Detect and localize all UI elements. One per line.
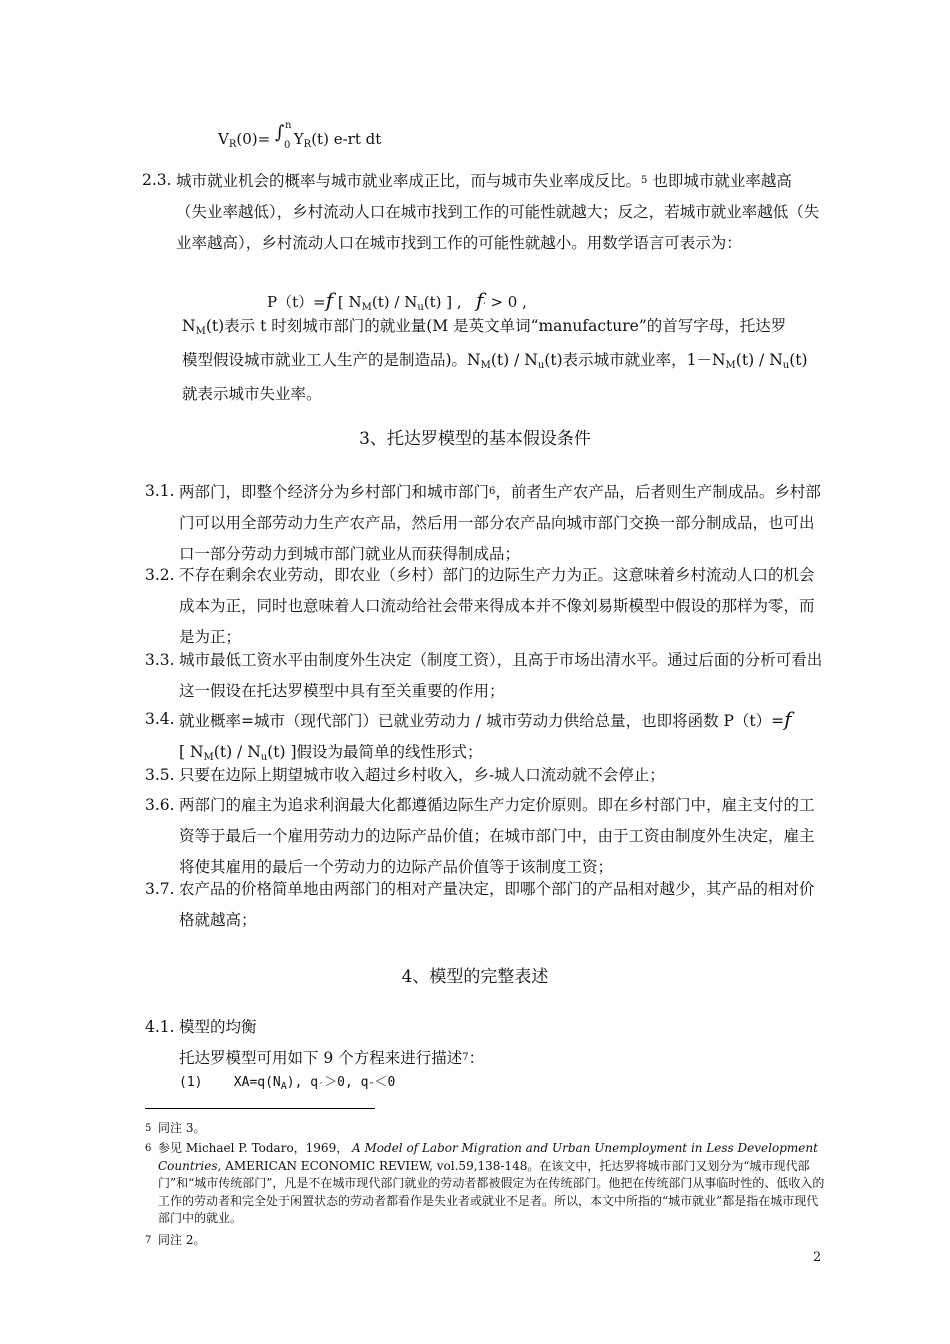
- section-text-b: 也即城市就业率越高（失业率越低），乡村流动人口在城市找到工作的可能性就越大；反之，若城市就业率越低（失业率越高），乡村流动人口在城市找到工作的可能性就越小。用数学语言可表示为：: [176, 172, 820, 252]
- eq-a: XA=q(N: [233, 1075, 281, 1090]
- expl-2a: 模型假设城市就业工人生产的是制造品)。N: [182, 351, 481, 369]
- equation-number: (1): [179, 1075, 203, 1090]
- equation-1: [179, 1072, 395, 1098]
- model-description: [179, 1042, 484, 1074]
- formula-p-b: [ N: [337, 293, 362, 311]
- expl-2b-sub: u: [537, 360, 545, 371]
- formula-p: [267, 288, 527, 313]
- section-4-1: [145, 1012, 825, 1043]
- footnote-number: 6: [145, 1143, 152, 1154]
- expl-line-1: [182, 312, 808, 346]
- footnote-ref-6: 6: [489, 486, 496, 497]
- section-number: 3.4.: [145, 710, 175, 728]
- section-text: 城市最低工资水平由制度外生决定（制度工资），且高于市场出清水平。通过后面的分析可看出这一假设在托达罗模型中具有至关重要的作用；: [179, 651, 823, 700]
- formula-p-c-sub: u: [417, 302, 424, 313]
- formula-vr: [218, 120, 382, 151]
- eq-b-sub: ′: [318, 1081, 325, 1092]
- section-text: 不存在剩余农业劳动，即农业（乡村）部门的边际生产力为正。这意味着乡村流动人口的机会成本为正，同时也意味着人口流动给社会带来得成本并不像刘易斯模型中假设的那样为零，而是为正；: [179, 566, 815, 646]
- section-number: 3.2.: [145, 566, 175, 584]
- eq-c-sub: ″: [368, 1081, 375, 1092]
- s34-2b-sub: u: [260, 752, 268, 763]
- eq-b: ), q: [286, 1075, 319, 1090]
- heading-section-3: 3、托达罗模型的基本假设条件: [359, 429, 591, 449]
- footnote-text: 同注 2。: [158, 1233, 206, 1247]
- footnote-7: [145, 1232, 825, 1250]
- footnote-title-italic: A Model of Labor Migration and Urban Unemployment in Less Development Countries,: [158, 1141, 818, 1173]
- expl-line-3: 就表示城市失业率。: [182, 385, 322, 403]
- section-title: 模型的均衡: [179, 1018, 257, 1036]
- s34-2a-sub: M: [203, 752, 214, 763]
- formula-p-c: (t) / N: [371, 293, 418, 311]
- formula-vr-y-sub: R: [303, 139, 312, 150]
- expl-line1-text: (t)表示 t 时刻城市部门的就业量(M 是英文单词“manufacture”的首写字母，托达罗: [205, 317, 787, 335]
- expl-2e: (t): [789, 351, 808, 369]
- footnote-ref-5: 5: [641, 175, 648, 186]
- expl-n: N: [182, 317, 196, 335]
- section-3-5: [145, 760, 825, 791]
- section-number: 3.5.: [145, 766, 175, 784]
- formula-vr-lhs: V: [218, 130, 229, 148]
- section-number: 4.1.: [145, 1018, 175, 1036]
- footnote-divider: [145, 1108, 375, 1109]
- formula-p-a: P（t）=: [267, 293, 326, 311]
- section-3-3: [145, 645, 825, 707]
- formula-vr-y: Y: [293, 130, 304, 148]
- s34-2b: (t) / N: [213, 743, 261, 761]
- eq-a-sub: A: [280, 1081, 287, 1092]
- footnote-number: 5: [145, 1123, 152, 1134]
- section-3-1: [145, 476, 825, 570]
- s34-2c: (t) ]假设为最简单的线性形式；: [267, 743, 483, 761]
- footnote-number: 7: [145, 1235, 152, 1246]
- function-f: f: [784, 707, 792, 731]
- model-desc-end: ：: [468, 1049, 485, 1067]
- function-f-prime: f: [476, 288, 484, 312]
- section-text: [145, 476, 825, 570]
- section-text: 只要在边际上期望城市收入超过乡村收入，乡-城人口流动就不会停止；: [179, 766, 665, 784]
- footnote-text: 同注 3。: [158, 1121, 206, 1135]
- formula-explanation: [182, 312, 808, 409]
- expl-2a-sub: M: [480, 360, 491, 371]
- section-number: 2.3.: [142, 171, 172, 189]
- section-2-3: [142, 165, 822, 259]
- s34-line1: 就业概率=城市（现代部门）已就业劳动力 / 城市劳动力供给总量，也即将函数 P（t）=: [179, 712, 785, 730]
- expl-2d: (t) / N: [735, 351, 783, 369]
- integral-sign: [274, 120, 292, 151]
- section-text-a: 两部门，即整个经济分为乡村部门和城市部门: [179, 483, 490, 501]
- integral-upper: n: [284, 120, 292, 131]
- section-text: 两部门的雇主为追求利润最大化都遵循边际生产力定价原则。即在乡村部门中，雇主支付的工资等于最后一个雇用劳动力的边际产品价值；在城市部门中，由于工资由制度外生决定，雇主将使其雇用的最后一个劳动力的边际产品价值等于该制度工资；: [179, 796, 815, 876]
- eq-d: ＜0: [374, 1075, 396, 1090]
- footnote-text-b: AMERICAN ECONOMIC REVIEW, vol.59,138-148。在该文中，托达罗将城市部门又划分为“城市现代部门”和“城市传统部门”，凡是不在城市现代部门就业的劳动者都被假定为在传统部门。他把在传统部门从事临时性的、低收入的工作的劳动者和完全处于闲置状态的劳动者都看作是失业者或就业不足者。所以，本文中所指的“城市就业”都是指在城市现代部门中的就业。: [158, 1158, 825, 1225]
- integral-symbol: ∫: [274, 122, 285, 143]
- formula-p-b-sub: M: [361, 302, 372, 313]
- model-desc-text: 托达罗模型可用如下 9 个方程来进行描述: [179, 1049, 463, 1067]
- integral-lower: 0: [283, 140, 291, 151]
- expl-2b: (t) / N: [490, 351, 538, 369]
- expl-2c: (t)表示城市就业率，1－N: [544, 351, 726, 369]
- section-number: 3.6.: [145, 796, 175, 814]
- expl-2d-sub: u: [782, 360, 790, 371]
- footnote-text: [145, 1140, 825, 1228]
- page-number: 2: [813, 1250, 822, 1265]
- formula-vr-lhs-sub: R: [228, 139, 237, 150]
- eq-c: ＞0, q: [324, 1075, 369, 1090]
- formula-p-f2-sub: ′: [483, 302, 486, 313]
- section-text-a: 城市就业机会的概率与城市就业率成正比，而与城市失业率成反比。: [176, 172, 642, 190]
- section-text: 农产品的价格简单地由两部门的相对产量决定，即哪个部门的产品相对越少，其产品的相对价格就越高；: [179, 880, 815, 929]
- section-number: 3.1.: [145, 482, 175, 500]
- section-number: 3.7.: [145, 880, 175, 898]
- section-text: [142, 165, 822, 259]
- footnote-ref-7: 7: [462, 1052, 469, 1063]
- function-f: f: [325, 288, 334, 312]
- heading-section-4: 4、模型的完整表述: [401, 967, 549, 987]
- section-text-b: ，前者生产农产品，后者则生产制成品。乡村部门可以用全部劳动力生产农产品，然后用一部分农产品向城市部门交换一部分制成品，也可出口一部分劳动力到城市部门就业从而获得制成品；: [179, 483, 821, 563]
- section-number: 3.3.: [145, 651, 175, 669]
- formula-p-d: (t) ] ,: [423, 293, 462, 311]
- section-3-2: [145, 560, 825, 653]
- s34-2a: [ N: [179, 743, 204, 761]
- section-3-7: [145, 874, 825, 936]
- footnote-text-a: 参见 Michael P. Todaro，1969，: [158, 1141, 349, 1155]
- expl-2c-sub: M: [725, 360, 736, 371]
- footnote-6: [145, 1140, 825, 1228]
- formula-p-e: > 0 ,: [490, 293, 527, 311]
- section-3-6: [145, 790, 825, 883]
- formula-vr-lhs-rest: (0)=: [236, 130, 271, 148]
- expl-n-sub: M: [195, 326, 206, 337]
- footnote-5: [145, 1120, 825, 1138]
- expl-line-2: [182, 346, 808, 380]
- formula-vr-rest: (t) e-rt dt: [311, 130, 382, 148]
